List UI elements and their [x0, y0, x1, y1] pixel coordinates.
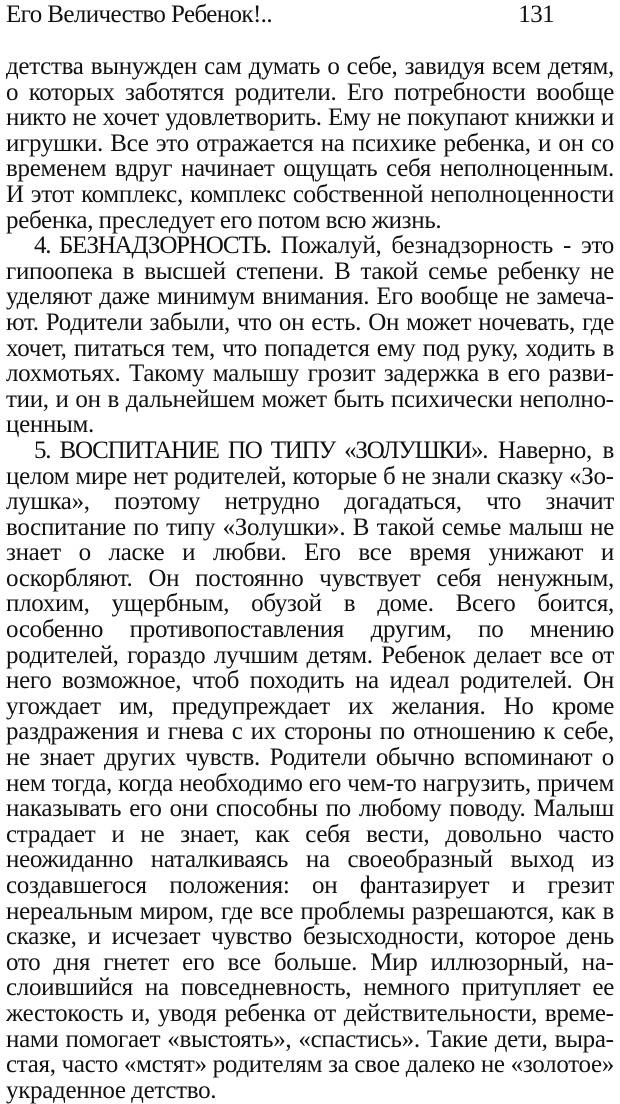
paragraph-cinderella	[6, 438, 614, 1103]
paragraph-text: Наверно, в целом мире нет родителей, которые б не знали сказку «Золушка», поэтому нетрудно догадаться, что значит воспитание по типу «Золушки». В такой семье малыш не знает о ласке и любви. Его все время унижают и оскорбляют. Он постоянно чувствует себя ненужным, плохим, ущербным, обузой в доме. Всего боится, особенно противопоставления другим, по мнению родителей, гораздо лучшим детям. Ребенок делает все от него возможное, чтоб походить на идеал родителей. Он угождает им, предупреждает их желания. Но кроме раздражения и гнева с их стороны по отношению к себе, не знает других чувств. Родители обычно вспоминают о нем тогда, когда необходимо его чем-то нагрузить, причем наказывать его они способны по любому поводу. Малыш страдает и не знает, как себя вести, довольно часто неожиданно наталкиваясь на своеобразный выход из создавшегося положения: он фантазирует и грезит нереальным миром, где все проблемы разрешаются, как в сказке, и исчезает чувство безысходности, которое день ото дня гнетет его все больше. Мир иллюзорный, наслоившийся на повседневность, немного притупляет ее жестокость и, уводя ребенка от действительности, временами помогает «выстоять», «спастись». Такие дети, вырастая, часто «мстят» родителям за свое далеко не «золотое» украденное детство.	[6, 436, 614, 1104]
running-head	[6, 0, 614, 42]
body-text	[6, 54, 614, 1103]
paragraph-text: детства вынужден сам думать о себе, завидуя всем детям, о которых заботятся родители. Его потребности вообще никто не хочет удовлетворить. Ему не покупают книжки и игрушки. Все это отражается на психике ребенка, и он со временем вдруг начинает ощущать себя неполноценным. И этот комплекс, комплекс собственной неполноценности ребенка, преследует его потом всю жизнь.	[6, 53, 614, 234]
paragraph-heading: 4. БЕЗНАДЗОРНОСТЬ.	[34, 232, 271, 260]
page-number: 131	[518, 1, 554, 28]
paragraph-continuation	[6, 54, 614, 233]
running-title: Его Величество Ребенок!..	[6, 1, 272, 28]
paragraph-text: Пожалуй, безнадзорность - это гипоопека в высшей степени. В такой семье ребенку не уделяют даже минимум внимания. Его вообще не замечают. Родители забыли, что он есть. Он может ночевать, где хочет, питаться тем, что попадется ему под руку, ходить в лохмотьях. Такому малышу грозит задержка в его развитии, и он в дальнейшем может быть психически неполноценным.	[6, 232, 614, 439]
paragraph-neglect	[6, 233, 614, 438]
paragraph-heading: 5. ВОСПИТАНИЕ ПО ТИПУ «ЗОЛУШКИ».	[34, 436, 488, 464]
